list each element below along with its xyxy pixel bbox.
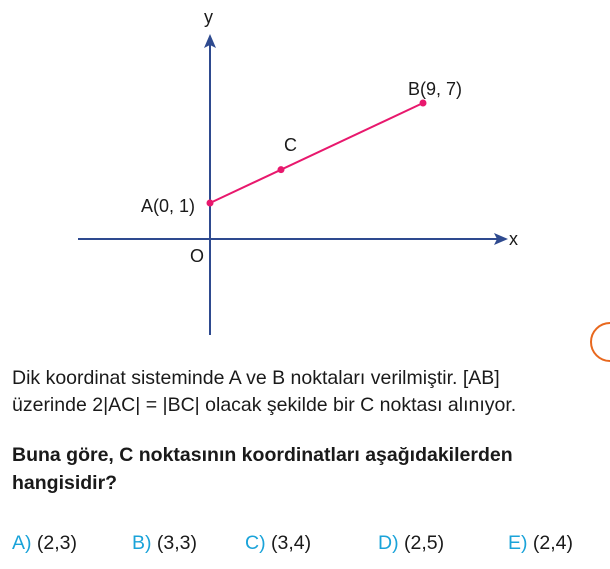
prompt-line-1: Buna göre, C noktasının koordinatları aşağıdakilerden	[12, 444, 513, 466]
segment-ab	[210, 103, 423, 203]
choice-value: (2,3)	[36, 532, 78, 554]
point-a-label: A(0, 1)	[141, 196, 196, 216]
question-line-2: üzerinde 2|AC| = |BC| olacak şekilde bir C noktası alınıyor.	[12, 394, 517, 416]
y-axis-label: y	[204, 7, 213, 27]
prompt-line-2: hangisidir?	[12, 472, 118, 494]
origin-label: O	[190, 246, 205, 266]
x-axis-label: x	[509, 229, 518, 249]
point-b-label: B(9, 7)	[408, 79, 463, 99]
choice-letter: A)	[12, 532, 32, 554]
choice-a[interactable]	[12, 532, 77, 555]
point-b	[420, 100, 427, 107]
point-c-label: C	[284, 135, 297, 155]
point-c	[278, 166, 285, 173]
choice-e[interactable]	[508, 532, 573, 555]
choice-letter: B)	[132, 532, 152, 554]
question-line-1: Dik koordinat sisteminde A ve B noktaları verilmiştir. [AB]	[12, 367, 500, 389]
choice-c[interactable]	[245, 532, 311, 555]
choice-value: (2,4)	[532, 532, 574, 554]
point-a	[207, 200, 214, 207]
choice-value: (2,5)	[404, 532, 445, 554]
choice-value: (3,3)	[156, 532, 198, 554]
choice-letter: E)	[508, 532, 528, 554]
choice-d[interactable]	[378, 532, 444, 555]
choice-letter: D)	[378, 532, 399, 554]
question-prompt	[12, 441, 610, 497]
choice-value: (3,4)	[271, 532, 312, 554]
choice-b[interactable]	[132, 532, 197, 555]
question-text	[12, 365, 610, 419]
choice-letter: C)	[245, 532, 266, 554]
